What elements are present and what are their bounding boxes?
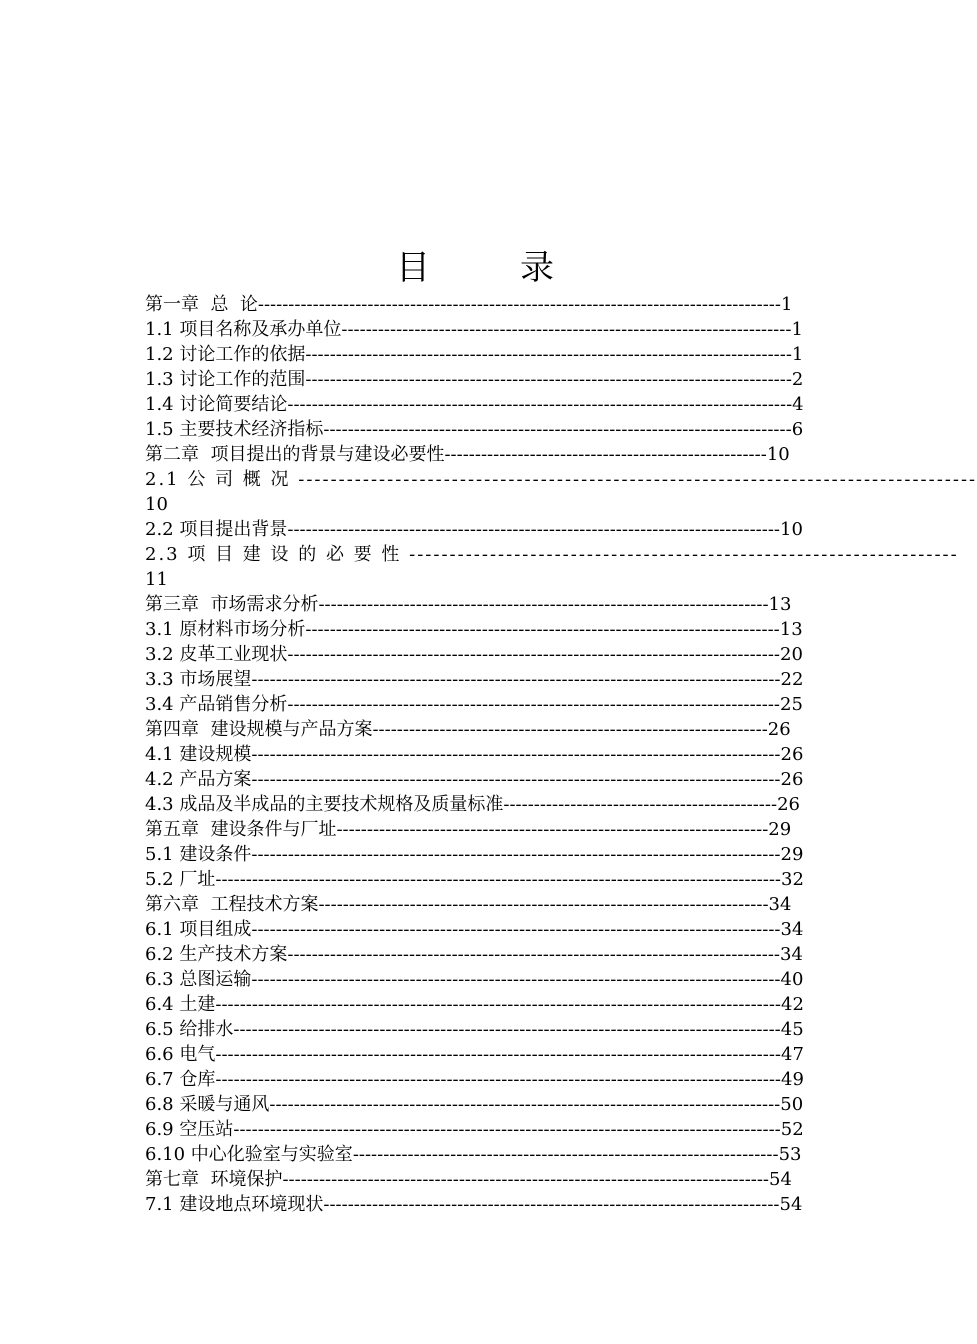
toc-leader-dots: --------------------------------------------------------------------------------- xyxy=(287,694,781,715)
toc-entry-page-number: 29 xyxy=(768,819,792,840)
toc-leader-dots: --------------------------------------------------------------------------------------------- xyxy=(215,994,781,1015)
toc-entry-title: 1.3 讨论工作的范围 xyxy=(145,369,306,390)
toc-entry[interactable] xyxy=(145,417,810,442)
toc-entry[interactable] xyxy=(145,367,810,392)
toc-entry-title: 4.3 成品及半成品的主要技术规格及质量标准 xyxy=(145,794,504,815)
toc-entry-title: 第三章 市场需求分析 xyxy=(145,594,319,615)
toc-leader-dots: --------------------------------------------- xyxy=(503,794,778,815)
toc-entry-page-number: 10 xyxy=(766,444,790,465)
toc-leader-dots: --------------------------------------------------------------------------------- xyxy=(287,644,781,665)
toc-entry-page-number: 13 xyxy=(779,619,803,640)
toc-entry-title: 3.4 产品销售分析 xyxy=(145,694,288,715)
toc-entry[interactable] xyxy=(145,1142,810,1167)
page-title: 目 录 xyxy=(396,248,582,288)
toc-entry-title: 6.8 采暖与通风 xyxy=(145,1094,270,1115)
toc-entry-page-number: 52 xyxy=(780,1119,804,1140)
toc-entry-title: 6.9 空压站 xyxy=(145,1119,234,1140)
toc-entry-title: 2.2 项目提出背景 xyxy=(145,519,288,540)
toc-entry[interactable] xyxy=(145,667,810,692)
toc-leader-dots: ----------------------------------------------------- xyxy=(444,444,767,465)
toc-entry-page-number: 25 xyxy=(780,694,803,715)
toc-entry[interactable] xyxy=(145,717,810,742)
toc-entry[interactable] xyxy=(145,792,810,817)
toc-entry-page-number: 26 xyxy=(780,744,804,765)
toc-entry-page-number: 1 xyxy=(791,344,804,365)
toc-leader-dots: ---------------------------------------------------------------------- xyxy=(352,1144,779,1165)
toc-entry-title: 1.2 讨论工作的依据 xyxy=(145,344,306,365)
toc-entry-title: 6.5 给排水 xyxy=(145,1019,234,1040)
toc-entry-page-number: 45 xyxy=(780,1019,804,1040)
toc-leader-dots: --------------------------------------------------------------------------------------- xyxy=(251,969,781,990)
toc-entry[interactable] xyxy=(145,1017,810,1042)
toc-entry-page-number: 6 xyxy=(791,419,804,440)
toc-entry[interactable] xyxy=(145,392,810,417)
toc-entry-page-number: 34 xyxy=(768,894,792,915)
toc-entry[interactable] xyxy=(145,617,810,642)
toc-leader-dots: ----------------------------------------------------------------------------------- xyxy=(287,394,793,415)
toc-entry-title: 6.6 电气 xyxy=(145,1044,216,1065)
toc-entry-title: 1.4 讨论简要结论 xyxy=(145,394,288,415)
toc-entry-page-number: 47 xyxy=(781,1044,804,1065)
toc-entry[interactable] xyxy=(145,892,810,917)
toc-entry-page-number: 54 xyxy=(779,1194,803,1215)
toc-leader-dots: --------------------------------------------------------------------------------------- xyxy=(251,769,781,790)
toc-entry-title: 6.10 中心化验室与实验室 xyxy=(145,1144,353,1165)
toc-leader-dots: --------------------------------------------------------------------------------------- xyxy=(251,919,781,940)
toc-leader-dots: --------------------------------------------------------------------------------------- xyxy=(251,844,781,865)
toc-leader-dots: --------------------------------------------------------------------------------------- xyxy=(251,669,781,690)
toc-entry[interactable] xyxy=(145,342,810,367)
toc-entry-title: 1.1 项目名称及承办单位 xyxy=(145,319,342,340)
toc-entry-page-number: 29 xyxy=(780,844,804,865)
toc-entry-page-number: 34 xyxy=(780,919,804,940)
toc-entry[interactable] xyxy=(145,317,810,342)
toc-entry-page-number: 11 xyxy=(145,569,168,590)
toc-entry[interactable] xyxy=(145,467,977,517)
toc-entry[interactable] xyxy=(145,1167,810,1192)
toc-entry-page-number: 20 xyxy=(780,644,803,665)
toc-entry-page-number: 26 xyxy=(767,719,791,740)
toc-entry-title: 1.5 主要技术经济指标 xyxy=(145,419,324,440)
toc-entry-page-number: 50 xyxy=(780,1094,804,1115)
toc-leader-dots: --------------------------------------------------------------------------------------------- xyxy=(215,1069,781,1090)
toc-leader-dots: --------------------------------------------------------------------------- xyxy=(323,1194,780,1215)
toc-entry[interactable] xyxy=(145,842,810,867)
toc-leader-dots: ------------------------------------------------------------------------------------------ xyxy=(233,1019,781,1040)
toc-leader-dots: ----------------------------------------------------------------- xyxy=(372,719,768,740)
toc-entry-page-number: 26 xyxy=(780,769,804,790)
toc-entry[interactable] xyxy=(145,817,810,842)
toc-entry-page-number: 10 xyxy=(780,519,803,540)
toc-entry[interactable] xyxy=(145,292,810,317)
toc-entry[interactable] xyxy=(145,542,959,592)
toc-entry-title: 6.4 土建 xyxy=(145,994,216,1015)
toc-leader-dots: -------------------------------------------------------------------------------- xyxy=(305,344,792,365)
toc-entry[interactable] xyxy=(145,1092,810,1117)
toc-entry[interactable] xyxy=(145,967,810,992)
toc-entry-title: 3.3 市场展望 xyxy=(145,669,252,690)
toc-entry-page-number: 49 xyxy=(781,1069,804,1090)
toc-entry-title: 第五章 建设条件与厂址 xyxy=(145,819,337,840)
toc-leader-dots: ------------------------------------------------------------------------------------ xyxy=(298,469,977,490)
toc-entry-title: 第四章 建设规模与产品方案 xyxy=(145,719,373,740)
toc-leader-dots: --------------------------------------------------------------------------------------------- xyxy=(215,869,781,890)
toc-entry-page-number: 42 xyxy=(781,994,804,1015)
toc-leader-dots: -------------------------------------------------------------------------- xyxy=(318,594,769,615)
toc-leader-dots: --------------------------------------------------------------------------------- xyxy=(287,519,781,540)
toc-entry-title: 第七章 环境保护 xyxy=(145,1169,283,1190)
toc-entry-title: 6.3 总图运输 xyxy=(145,969,252,990)
toc-leader-dots: ----------------------------------------------------------------------- xyxy=(336,819,769,840)
toc-entry-page-number: 10 xyxy=(145,494,168,515)
toc-entry[interactable] xyxy=(145,1042,810,1067)
toc-entry[interactable] xyxy=(145,942,810,967)
toc-leader-dots: -------------------------------------------------------------------------------- xyxy=(305,369,792,390)
toc-leader-dots: --------------------------------------------------------------------------------------- xyxy=(251,744,781,765)
toc-entry-title: 6.2 生产技术方案 xyxy=(145,944,288,965)
toc-entry-title: 6.7 仓库 xyxy=(145,1069,216,1090)
toc-entry-page-number: 1 xyxy=(791,319,803,340)
toc-entry[interactable] xyxy=(145,1117,810,1142)
toc-entry-page-number: 26 xyxy=(777,794,800,815)
toc-leader-dots: --------------------------------------------------------------------------------- xyxy=(287,944,781,965)
toc-entry-page-number: 2 xyxy=(791,369,804,390)
toc-leader-dots: -------------------------------------------------------------------------------- xyxy=(282,1169,770,1190)
toc-entry[interactable] xyxy=(145,867,810,892)
toc-leader-dots: ----------------------------------------------------------------------------- xyxy=(323,419,792,440)
toc-entry-page-number: 4 xyxy=(792,394,804,415)
toc-entry[interactable] xyxy=(145,1192,810,1217)
toc-entry[interactable] xyxy=(145,742,810,767)
toc-entry-page-number: 53 xyxy=(778,1144,802,1165)
toc-leader-dots: -------------------------------------------------------------------------- xyxy=(341,319,792,340)
toc-entry[interactable] xyxy=(145,442,810,467)
toc-leader-dots: -------------------------------------------------------------------- xyxy=(409,544,959,565)
toc-entry-title: 5.2 厂址 xyxy=(145,869,216,890)
toc-entry[interactable] xyxy=(145,767,810,792)
toc-entry-page-number: 13 xyxy=(768,594,792,615)
toc-entry[interactable] xyxy=(145,517,810,542)
toc-entry[interactable] xyxy=(145,992,810,1017)
toc-entry-title: 3.2 皮革工业现状 xyxy=(145,644,288,665)
toc-entry-page-number: 34 xyxy=(780,944,803,965)
toc-entry[interactable] xyxy=(145,917,810,942)
toc-entry-title: 6.1 项目组成 xyxy=(145,919,252,940)
toc-entry-page-number: 32 xyxy=(781,869,804,890)
toc-entry-title: 第二章 项目提出的背景与建设必要性 xyxy=(145,444,445,465)
toc-leader-dots: -------------------------------------------------------------------------------------- xyxy=(257,294,781,315)
toc-leader-dots: -------------------------------------------------------------------------- xyxy=(318,894,769,915)
toc-entry-title: 4.1 建设规模 xyxy=(145,744,252,765)
toc-entry-title: 2.1 公 司 概 况 xyxy=(145,469,299,490)
toc-entry[interactable] xyxy=(145,1067,810,1092)
toc-entry[interactable] xyxy=(145,692,810,717)
toc-entry[interactable] xyxy=(145,592,810,617)
toc-entry-page-number: 54 xyxy=(769,1169,792,1190)
toc-entry-title: 第一章 总 论 xyxy=(145,294,258,315)
toc-leader-dots: --------------------------------------------------------------------------------------------- xyxy=(215,1044,781,1065)
toc-entry-title: 5.1 建设条件 xyxy=(145,844,252,865)
toc-leader-dots: ------------------------------------------------------------------------------------------ xyxy=(233,1119,781,1140)
toc-leader-dots: ------------------------------------------------------------------------------ xyxy=(305,619,780,640)
toc-entry-title: 7.1 建设地点环境现状 xyxy=(145,1194,324,1215)
toc-entry-page-number: 40 xyxy=(780,969,804,990)
toc-entry[interactable] xyxy=(145,642,810,667)
table-of-contents xyxy=(145,292,977,1217)
toc-leader-dots: ------------------------------------------------------------------------------------ xyxy=(269,1094,781,1115)
toc-entry-page-number: 22 xyxy=(780,669,804,690)
toc-entry-title: 2.3 项 目 建 设 的 必 要 性 xyxy=(145,544,410,565)
toc-entry-page-number: 1 xyxy=(780,294,793,315)
toc-entry-title: 4.2 产品方案 xyxy=(145,769,252,790)
toc-entry-title: 3.1 原材料市场分析 xyxy=(145,619,306,640)
toc-entry-title: 第六章 工程技术方案 xyxy=(145,894,319,915)
